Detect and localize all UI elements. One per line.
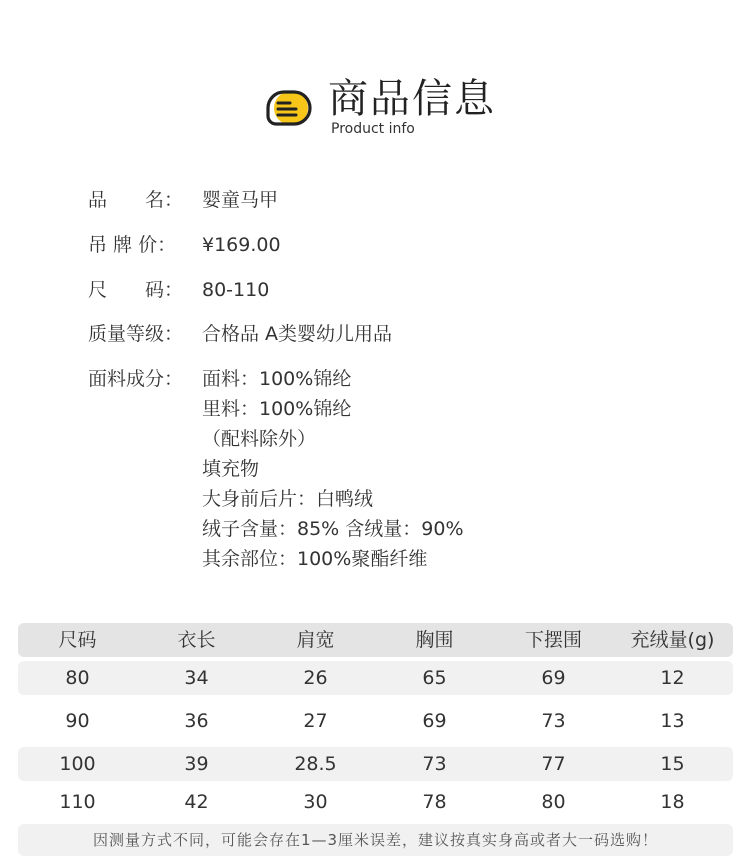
composition-line: 里料：100%锦纶: [202, 398, 352, 420]
table-cell: 110: [59, 791, 96, 813]
info-value: ¥169.00: [202, 234, 281, 256]
table-cell: 80: [541, 791, 566, 813]
info-label: 品 名：: [88, 189, 184, 211]
table-header-cell: 充绒量(g): [630, 629, 715, 651]
table-cell: 78: [422, 791, 447, 813]
table-cell: 15: [660, 753, 685, 775]
table-cell: 27: [303, 710, 328, 732]
table-cell: 28.5: [294, 753, 337, 775]
table-cell: 18: [660, 791, 685, 813]
info-label: 质量等级：: [88, 323, 184, 345]
table-cell: 26: [303, 667, 328, 689]
page-title: 商品信息: [328, 76, 496, 122]
info-label: 吊 牌 价：: [88, 234, 177, 256]
table-cell: 65: [422, 667, 447, 689]
table-cell: 73: [541, 710, 566, 732]
table-cell: 39: [184, 753, 209, 775]
info-value: 合格品 A类婴幼儿用品: [202, 323, 393, 345]
composition-line: 填充物: [202, 458, 260, 480]
section-header: [0, 72, 750, 142]
table-cell: 73: [422, 753, 447, 775]
measurement-note: 因测量方式不同，可能会存在1—3厘米误差，建议按真实身高或者大一码选购！: [18, 824, 733, 856]
composition-line: （配料除外）: [202, 428, 317, 450]
info-value: 80-110: [202, 279, 270, 301]
table-cell: 100: [59, 753, 96, 775]
table-cell: 77: [541, 753, 566, 775]
document-lines-icon: [262, 84, 312, 134]
table-cell: 34: [184, 667, 209, 689]
info-label: 面料成分：: [88, 368, 184, 390]
info-label: 尺 码：: [88, 279, 184, 301]
page-subtitle: Product info: [331, 121, 415, 137]
composition-line: 其余部位：100%聚酯纤维: [202, 548, 428, 570]
table-row: [18, 785, 733, 819]
table-header-row: [18, 623, 733, 657]
composition-line: 大身前后片：白鸭绒: [202, 488, 374, 510]
composition-line: 绒子含量：85% 含绒量：90%: [202, 518, 464, 540]
table-cell: 69: [541, 667, 566, 689]
table-cell: 12: [660, 667, 685, 689]
table-header-cell: 肩宽: [296, 629, 335, 651]
table-cell: 80: [65, 667, 90, 689]
table-row: [18, 704, 733, 738]
table-cell: 13: [660, 710, 685, 732]
info-value: 婴童马甲: [202, 189, 279, 211]
table-header-cell: 胸围: [415, 629, 454, 651]
table-header-cell: 尺码: [58, 629, 97, 651]
table-cell: 42: [184, 791, 209, 813]
table-header-cell: 衣长: [177, 629, 216, 651]
table-row: [18, 747, 733, 781]
table-cell: 90: [65, 710, 90, 732]
table-cell: 69: [422, 710, 447, 732]
table-header-cell: 下摆围: [524, 629, 582, 651]
composition-line: 面料：100%锦纶: [202, 368, 352, 390]
table-cell: 30: [303, 791, 328, 813]
table-row: [18, 661, 733, 695]
table-cell: 36: [184, 710, 209, 732]
